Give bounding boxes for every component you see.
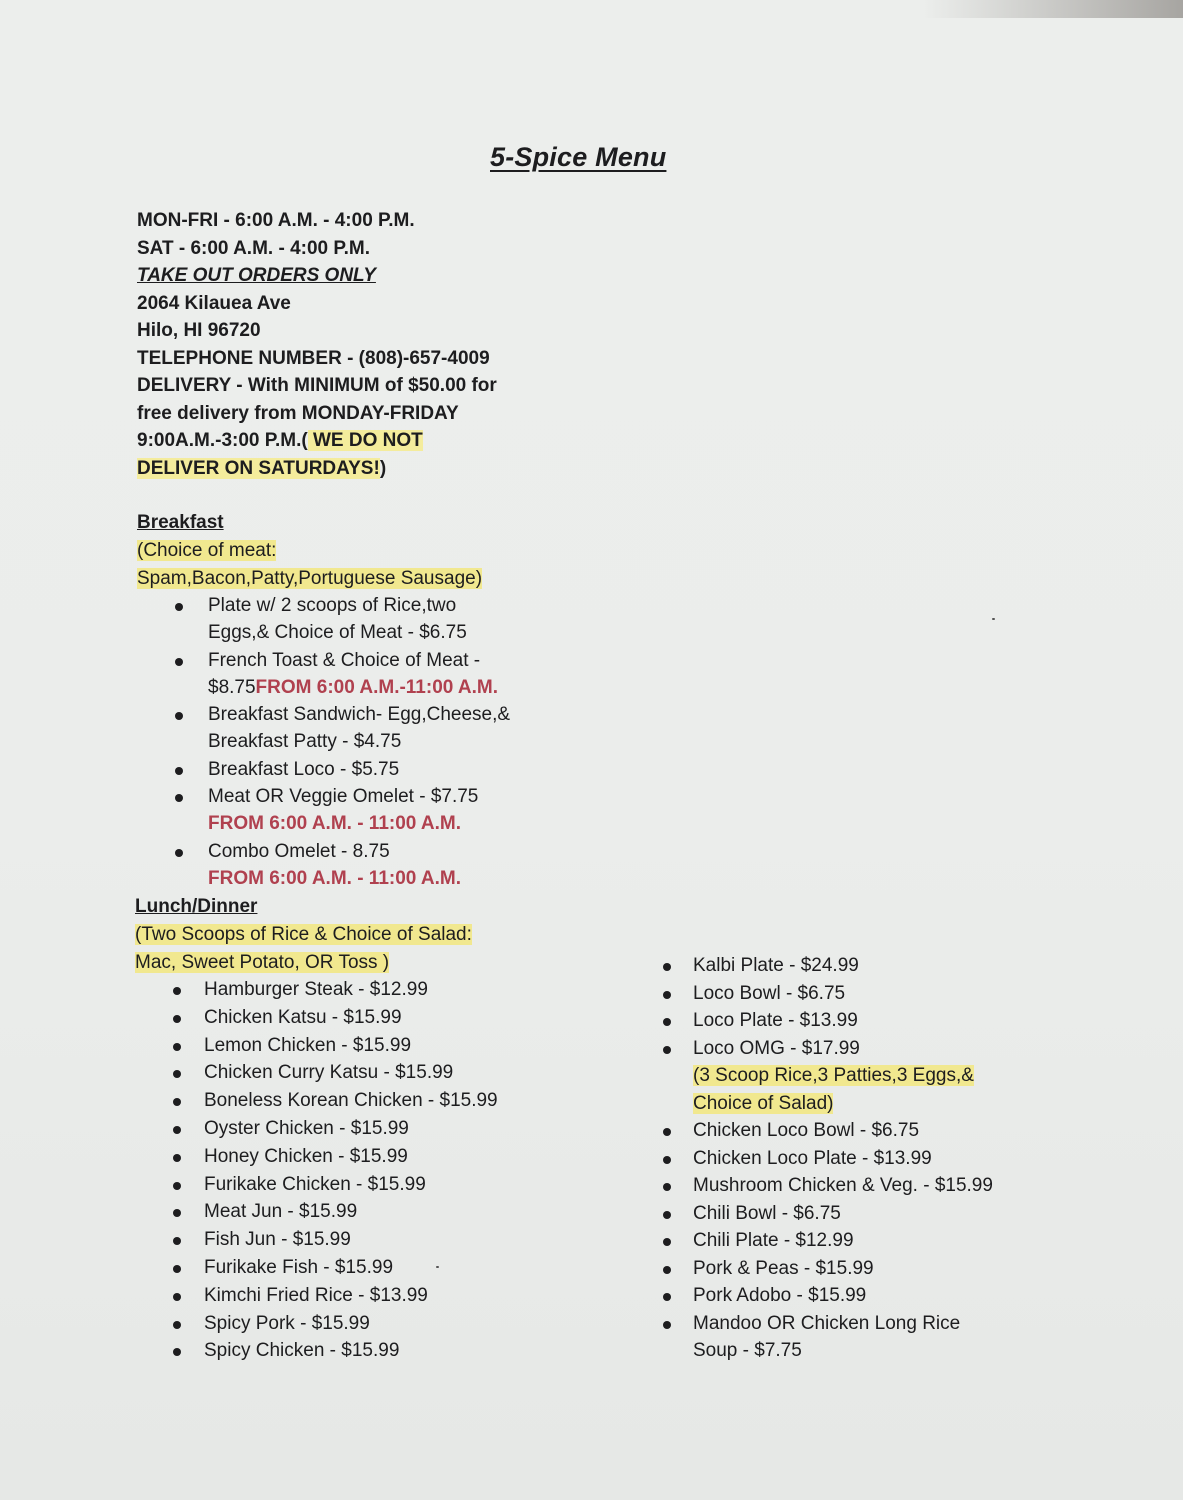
- list-item: [137, 838, 597, 865]
- bullet-icon: [663, 963, 671, 971]
- bullet-icon: [173, 1154, 181, 1162]
- bullet-icon: [663, 1046, 671, 1054]
- breakfast-heading: Breakfast: [137, 512, 224, 533]
- item-text: Combo Omelet - 8.75: [208, 840, 390, 862]
- list-item: [660, 1310, 1060, 1338]
- list-item: [660, 1145, 1060, 1173]
- bullet-icon: [173, 1098, 181, 1106]
- lunch-list-left: [135, 976, 595, 1365]
- bullet-icon: [175, 767, 183, 775]
- bullet-icon: [663, 1156, 671, 1164]
- list-item-continuation: [660, 1062, 1060, 1090]
- item-text: Chicken Katsu - $15.99: [204, 1006, 402, 1028]
- item-text: Pork & Peas - $15.99: [693, 1257, 874, 1279]
- item-text: Boneless Korean Chicken - $15.99: [204, 1090, 498, 1112]
- item-text: Oyster Chicken - $15.99: [204, 1117, 409, 1139]
- delivery-line-3: [137, 427, 577, 455]
- list-item: [135, 1143, 595, 1171]
- list-item-continuation: [137, 674, 597, 701]
- list-item: [660, 1007, 1060, 1035]
- item-text: French Toast & Choice of Meat -: [208, 649, 481, 671]
- bullet-icon: [663, 1321, 671, 1329]
- lunch-list-right: [660, 952, 1060, 1365]
- item-text: Honey Chicken - $15.99: [204, 1145, 408, 1167]
- bullet-icon: [663, 1238, 671, 1246]
- list-item-continuation: [660, 1337, 1060, 1365]
- delivery-hours: 9:00A.M.-3:00 P.M.(: [137, 430, 308, 451]
- breakfast-section: [137, 509, 597, 892]
- delivery-close-paren: ): [379, 457, 387, 479]
- item-text: Chicken Curry Katsu - $15.99: [204, 1062, 454, 1084]
- item-price: $8.75: [208, 676, 256, 698]
- list-item: [137, 701, 597, 728]
- breakfast-list: [137, 592, 597, 892]
- list-item: [660, 1255, 1060, 1283]
- item-text: Chicken Loco Plate - $13.99: [693, 1147, 932, 1169]
- bullet-icon: [173, 1237, 181, 1245]
- lunch-note-2-text: Mac, Sweet Potato, OR Toss ): [135, 951, 390, 973]
- item-text: Loco OMG - $17.99: [693, 1037, 860, 1059]
- list-item: [135, 1198, 595, 1226]
- list-item: [135, 1171, 595, 1199]
- item-text: Pork Adobo - $15.99: [693, 1285, 867, 1306]
- saturday-highlight: DELIVER ON SATURDAYS!: [137, 457, 380, 479]
- list-item-continuation: [137, 865, 597, 892]
- no-delivery-highlight: WE DO NOT: [307, 430, 423, 451]
- bullet-icon: [663, 991, 671, 999]
- telephone: TELEPHONE NUMBER - (808)-657-4009: [137, 347, 490, 369]
- hours-weekday: MON-FRI - 6:00 A.M. - 4:00 P.M.: [137, 210, 415, 231]
- item-text: Loco Plate - $13.99: [693, 1010, 858, 1031]
- paper-speck: [992, 618, 995, 620]
- restaurant-info: [137, 207, 577, 482]
- bullet-icon: [663, 1128, 671, 1136]
- page-title: 5-Spice Menu: [490, 142, 667, 172]
- hours-saturday: SAT - 6:00 A.M. - 4:00 P.M.: [137, 237, 370, 259]
- item-text: Loco Bowl - $6.75: [693, 982, 846, 1004]
- bullet-icon: [173, 1043, 181, 1051]
- list-item: [660, 1200, 1060, 1228]
- bullet-icon: [663, 1211, 671, 1219]
- item-text: Plate w/ 2 scoops of Rice,two: [208, 595, 457, 616]
- bullet-icon: [175, 658, 183, 666]
- item-text: Eggs,& Choice of Meat - $6.75: [208, 622, 467, 644]
- time-restriction: FROM 6:00 A.M. - 11:00 A.M.: [208, 813, 462, 835]
- breakfast-note-1: [137, 537, 597, 565]
- lunch-note-2: [135, 949, 595, 977]
- delivery-line-2: free delivery from MONDAY-FRIDAY: [137, 402, 459, 424]
- bullet-icon: [173, 1321, 181, 1329]
- item-text: Chili Plate - $12.99: [693, 1230, 854, 1251]
- list-item: [135, 1254, 595, 1282]
- list-item-continuation: [660, 1090, 1060, 1118]
- lunch-section: [135, 893, 595, 1365]
- delivery-line-4: [137, 455, 577, 483]
- paper-speck: [436, 1266, 439, 1268]
- bullet-icon: [175, 849, 183, 857]
- item-text: Hamburger Steak - $12.99: [204, 979, 428, 1000]
- bullet-icon: [173, 1348, 181, 1356]
- item-text: Spicy Pork - $15.99: [204, 1312, 370, 1334]
- item-text: Meat OR Veggie Omelet - $7.75: [208, 786, 479, 808]
- item-text: Kalbi Plate - $24.99: [693, 955, 859, 976]
- item-text: Fish Jun - $15.99: [204, 1229, 351, 1251]
- item-text: Mushroom Chicken & Veg. - $15.99: [693, 1175, 993, 1196]
- item-text: Furikake Fish - $15.99: [204, 1256, 394, 1278]
- time-restriction: FROM 6:00 A.M. - 11:00 A.M.: [208, 867, 462, 889]
- time-restriction: FROM 6:00 A.M.-11:00 A.M.: [255, 676, 499, 698]
- item-note: (3 Scoop Rice,3 Patties,3 Eggs,&: [693, 1065, 974, 1086]
- list-item: [135, 1087, 595, 1115]
- breakfast-note-2-text: Spam,Bacon,Patty,Portuguese Sausage): [137, 567, 483, 589]
- bullet-icon: [173, 1126, 181, 1134]
- lunch-note-1-text: (Two Scoops of Rice & Choice of Salad:: [135, 924, 472, 945]
- bullet-icon: [173, 1293, 181, 1301]
- bullet-icon: [663, 1293, 671, 1301]
- list-item: [660, 1282, 1060, 1310]
- list-item: [660, 1172, 1060, 1200]
- item-text: Furikake Chicken - $15.99: [204, 1173, 426, 1195]
- bullet-icon: [173, 1070, 181, 1078]
- item-text: Spicy Chicken - $15.99: [204, 1340, 400, 1362]
- list-item: [135, 1059, 595, 1087]
- list-item: [137, 783, 597, 810]
- list-item: [660, 1227, 1060, 1255]
- bullet-icon: [663, 1183, 671, 1191]
- list-item-continuation: [137, 619, 597, 646]
- delivery-line-1: DELIVERY - With MINIMUM of $50.00 for: [137, 375, 497, 396]
- item-text: Mandoo OR Chicken Long Rice: [693, 1312, 961, 1334]
- bullet-icon: [173, 1209, 181, 1217]
- bullet-icon: [175, 603, 183, 611]
- lunch-heading: Lunch/Dinner: [135, 896, 258, 917]
- list-item: [135, 1282, 595, 1310]
- item-note: Choice of Salad): [693, 1092, 834, 1114]
- item-text: Breakfast Sandwich- Egg,Cheese,&: [208, 704, 511, 726]
- bullet-icon: [173, 1265, 181, 1273]
- list-item: [660, 1117, 1060, 1145]
- takeout-notice: TAKE OUT ORDERS ONLY: [137, 265, 376, 286]
- item-text: Chicken Loco Bowl - $6.75: [693, 1120, 920, 1141]
- list-item: [135, 1337, 595, 1365]
- item-text: Lemon Chicken - $15.99: [204, 1034, 412, 1056]
- list-item: [137, 647, 597, 674]
- item-text: Breakfast Patty - $4.75: [208, 731, 402, 753]
- list-item: [135, 1032, 595, 1060]
- bullet-icon: [663, 1018, 671, 1026]
- item-text: Breakfast Loco - $5.75: [208, 758, 400, 780]
- list-item: [660, 1035, 1060, 1063]
- bullet-icon: [175, 794, 183, 802]
- list-item: [137, 756, 597, 783]
- lunch-list-right-column: [660, 952, 1060, 1365]
- list-item: [135, 1115, 595, 1143]
- bullet-icon: [173, 987, 181, 995]
- breakfast-note-1-text: (Choice of meat:: [137, 540, 277, 561]
- bullet-icon: [175, 712, 183, 720]
- bullet-icon: [173, 1182, 181, 1190]
- list-item: [135, 1226, 595, 1254]
- address-line-1: 2064 Kilauea Ave: [137, 292, 291, 314]
- list-item: [135, 1004, 595, 1032]
- item-text: Meat Jun - $15.99: [204, 1201, 358, 1223]
- list-item: [135, 976, 595, 1004]
- list-item: [660, 980, 1060, 1008]
- bullet-icon: [663, 1266, 671, 1274]
- lunch-note-1: [135, 921, 595, 949]
- list-item: [135, 1310, 595, 1338]
- breakfast-note-2: [137, 565, 597, 593]
- list-item: [660, 952, 1060, 980]
- item-text: Soup - $7.75: [693, 1340, 802, 1361]
- bullet-icon: [173, 1015, 181, 1023]
- list-item-continuation: [137, 728, 597, 755]
- list-item: [137, 592, 597, 619]
- address-line-2: Hilo, HI 96720: [137, 320, 261, 341]
- item-text: Chili Bowl - $6.75: [693, 1202, 841, 1224]
- page-edge-shadow: [923, 0, 1183, 18]
- item-text: Kimchi Fried Rice - $13.99: [204, 1284, 428, 1306]
- list-item-continuation: [137, 810, 597, 837]
